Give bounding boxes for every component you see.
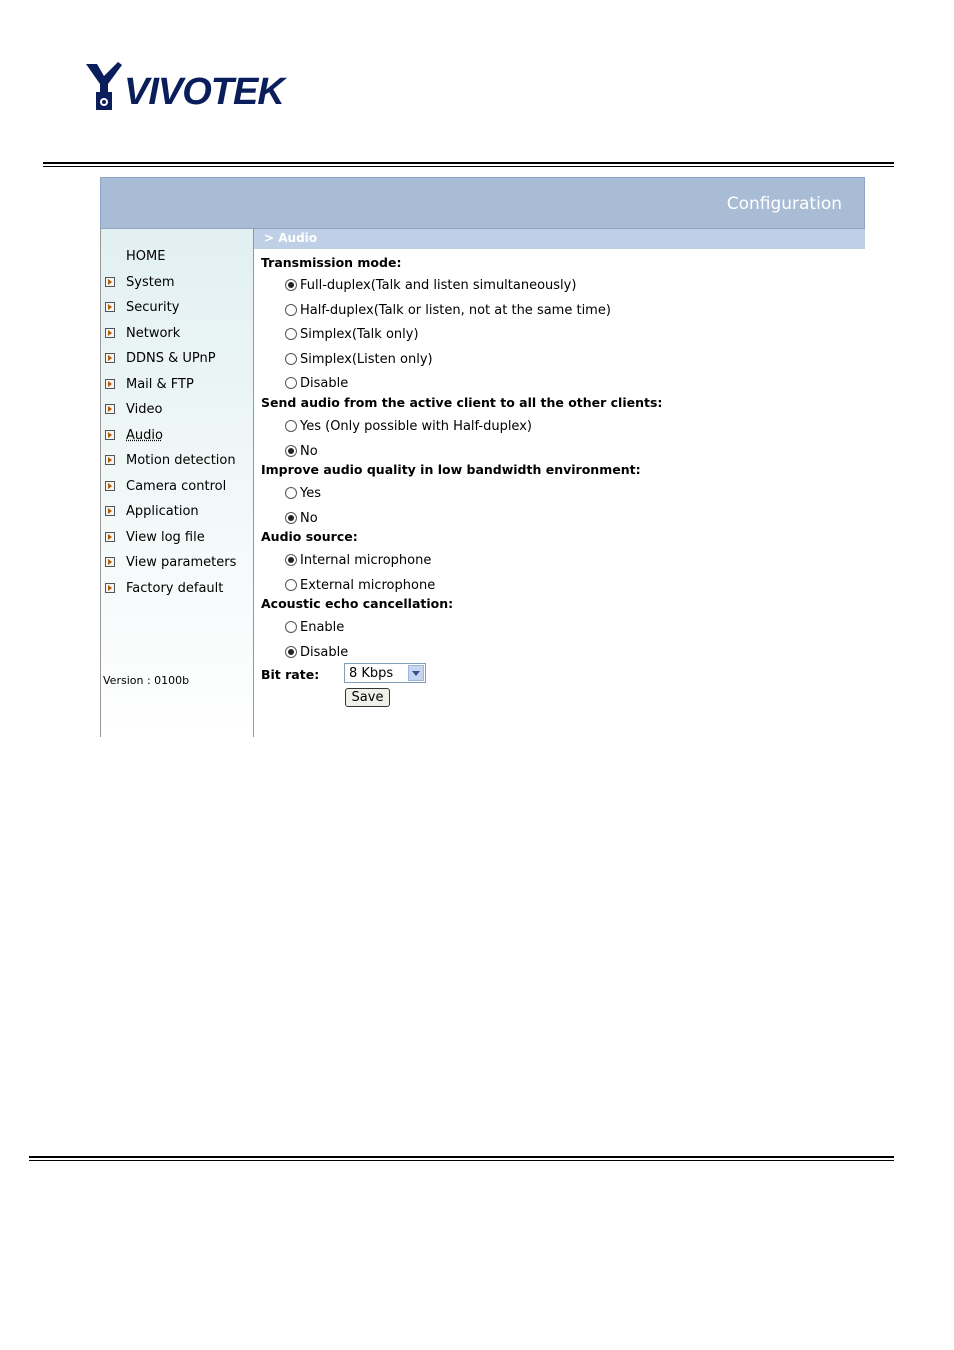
sidebar-item-label: System [126,274,175,290]
radio-icon [285,621,297,633]
radio-label: Simplex(Talk only) [300,326,419,342]
arrow-right-icon [105,481,115,491]
radio-icon [285,279,297,291]
page-title: Configuration [726,194,842,214]
sidebar-item-label: Mail & FTP [126,376,194,392]
radio-label: No [300,443,318,459]
sidebar-item-mail-ftp[interactable] [105,375,194,393]
arrow-right-icon [105,455,115,465]
echo-disable-radio[interactable] [285,643,348,661]
config-frame [100,177,865,737]
sidebar-item-label: View log file [126,529,205,545]
sidebar-item-label: Motion detection [126,452,236,468]
radio-icon [285,579,297,591]
brand-name: VIVOTEK [124,71,284,113]
version-text: Version : 0100b [103,674,190,687]
broadcast-label: Send audio from the active client to all the other clients: [261,395,663,410]
sidebar-item-application[interactable] [105,502,199,520]
sidebar-item-label: Factory default [126,580,224,596]
sidebar-item-label: Video [126,401,163,417]
arrow-right-icon [105,379,115,389]
arrow-right-icon [105,583,115,593]
sidebar-item-ddns-upnp[interactable] [105,349,216,367]
radio-icon [285,487,297,499]
sidebar-item-view-log-file[interactable] [105,528,205,546]
section-header [254,229,865,249]
sidebar-item-label: Security [126,299,180,315]
broadcast-yes-radio[interactable] [285,417,532,435]
sidebar-item-security[interactable] [105,298,179,316]
quality-no-radio[interactable] [285,509,318,527]
sidebar [100,229,254,737]
quality-label: Improve audio quality in low bandwidth environment: [261,462,641,477]
radio-icon [285,328,297,340]
sidebar-item-label: Audio [126,427,163,443]
radio-icon [285,377,297,389]
radio-label: Simplex(Listen only) [300,351,433,367]
transmission-simplex-talk-radio[interactable] [285,325,419,343]
sidebar-item-motion-detection[interactable] [105,451,236,469]
radio-icon [285,646,297,658]
broadcast-no-radio[interactable] [285,442,318,460]
arrow-right-icon [105,353,115,363]
chevron-down-icon[interactable] [408,665,424,681]
arrow-right-icon [105,328,115,338]
transmission-full-duplex-radio[interactable] [285,276,576,294]
arrow-right-icon [105,404,115,414]
radio-label: No [300,510,318,526]
arrow-right-icon [105,277,115,287]
echo-cancellation-label: Acoustic echo cancellation: [261,596,454,611]
sidebar-item-factory-default[interactable] [105,579,223,597]
radio-label: Enable [300,619,345,635]
radio-label: Yes [300,485,321,501]
arrow-right-icon [105,506,115,516]
arrow-right-icon [105,532,115,542]
sidebar-item-video[interactable] [105,400,162,418]
transmission-mode-label: Transmission mode: [261,255,402,270]
bit-rate-select[interactable] [344,663,426,683]
arrow-right-icon [105,302,115,312]
radio-label: Disable [300,644,349,660]
radio-label: External microphone [300,577,436,593]
sidebar-item-network[interactable] [105,324,180,342]
radio-label: Yes (Only possible with Half-duplex) [300,418,532,434]
arrow-right-icon [105,430,115,440]
sidebar-item-view-parameters[interactable] [105,553,236,571]
bottom-divider [29,1156,894,1158]
section-title: > Audio [264,231,318,245]
sidebar-item-label: Network [126,325,181,341]
vivotek-logo [84,62,294,114]
source-external-mic-radio[interactable] [285,576,435,594]
top-divider-thin [43,166,894,167]
transmission-simplex-listen-radio[interactable] [285,350,433,368]
radio-icon [285,420,297,432]
radio-icon [285,304,297,316]
camera-logo-icon [84,62,126,112]
echo-enable-radio[interactable] [285,618,344,636]
bottom-divider-thin [29,1160,894,1161]
source-internal-mic-radio[interactable] [285,551,431,569]
radio-label: Full-duplex(Talk and listen simultaneously) [300,277,577,293]
audio-source-label: Audio source: [261,529,358,544]
radio-icon [285,445,297,457]
radio-label: Disable [300,375,349,391]
bit-rate-label: Bit rate: [261,667,320,682]
radio-icon [285,353,297,365]
arrow-right-icon [105,557,115,567]
radio-icon [285,554,297,566]
sidebar-item-label: Application [126,503,199,519]
sidebar-item-camera-control[interactable] [105,477,226,495]
radio-label: Half-duplex(Talk or listen, not at the same time) [300,302,611,318]
sidebar-item-label: View parameters [126,554,237,570]
radio-label: Internal microphone [300,552,432,568]
transmission-half-duplex-radio[interactable] [285,301,611,319]
top-divider [43,162,894,164]
sidebar-item-label: Camera control [126,478,227,494]
sidebar-item-audio[interactable] [105,426,163,444]
save-button[interactable]: Save [345,688,390,707]
transmission-disable-radio[interactable] [285,374,348,392]
radio-icon [285,512,297,524]
sidebar-item-label: DDNS & UPnP [126,350,216,366]
audio-settings-panel [254,229,865,737]
sidebar-home-link[interactable]: HOME [126,249,166,264]
sidebar-item-system[interactable] [105,273,174,291]
config-header [100,177,865,229]
quality-yes-radio[interactable] [285,484,321,502]
bit-rate-value: 8 Kbps [349,665,394,681]
